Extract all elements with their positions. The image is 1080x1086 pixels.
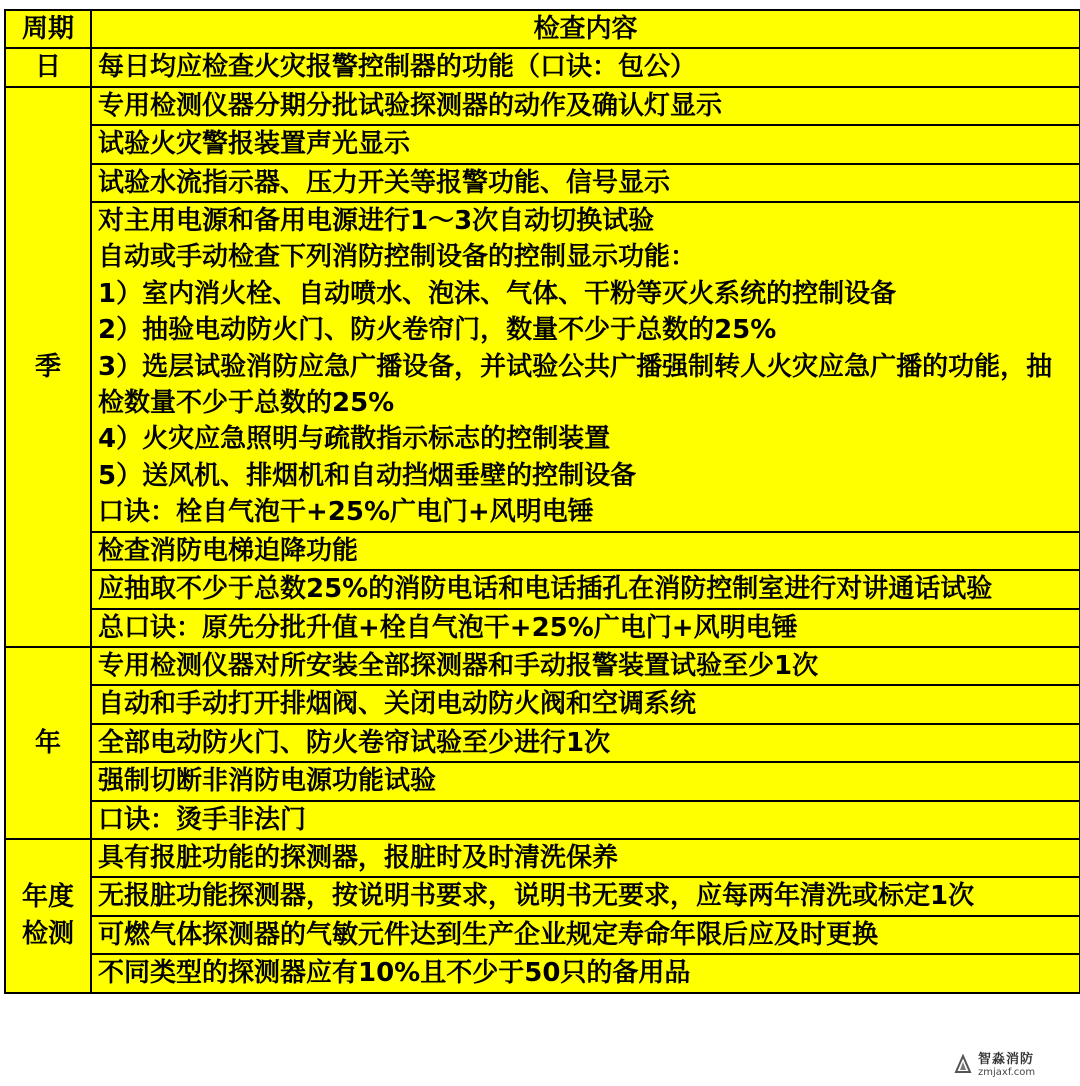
period-header: 周期 xyxy=(5,10,91,48)
content-cell: 不同类型的探测器应有10%且不少于50只的备用品 xyxy=(91,954,1080,992)
content-cell: 试验火灾警报装置声光显示 xyxy=(91,125,1080,163)
table-row xyxy=(5,647,1080,685)
table-row xyxy=(5,954,1080,992)
watermark-url: zmjaxf.com xyxy=(978,1066,1036,1078)
watermark-name: 智淼消防 xyxy=(978,1051,1035,1067)
period-cell-quarter: 季 xyxy=(5,87,91,647)
period-cell-annual-test: 年度 检测 xyxy=(5,839,91,993)
content-cell: 试验水流指示器、压力开关等报警功能、信号显示 xyxy=(91,164,1080,202)
content-cell: 可燃气体探测器的气敏元件达到生产企业规定寿命年限后应及时更换 xyxy=(91,916,1080,954)
content-cell: 无报脏功能探测器，按说明书要求，说明书无要求，应每两年清洗或标定1次 xyxy=(91,877,1080,915)
content-cell: 专用检测仪器分期分批试验探测器的动作及确认灯显示 xyxy=(91,87,1080,125)
content-cell: 全部电动防火门、防火卷帘试验至少进行1次 xyxy=(91,724,1080,762)
content-cell: 具有报脏功能的探测器，报脏时及时清洗保养 xyxy=(91,839,1080,877)
table-row xyxy=(5,87,1080,125)
period-cell-year: 年 xyxy=(5,647,91,839)
table-row xyxy=(5,202,1080,532)
content-cell: 对主用电源和备用电源进行1～3次自动切换试验 自动或手动检查下列消防控制设备的控制显示功能： 1）室内消火栓、自动喷水、泡沫、气体、干粉等灭火系统的控制设备 2）抽验电动防火门、防火卷帘门，数量不少于总数的25% 3）选层试验消防应急广播设备，并试验公共广播强制转人火灾应急广播的功能，抽检数量不少于总数的25% 4）火灾应急照明与疏散指示标志的控制装置 5）送风机、排烟机和自动挡烟垂壁的控制设备 口诀：栓自气泡干+25%广电门+风明电锤 xyxy=(91,202,1080,532)
content-cell: 口诀：烫手非法门 xyxy=(91,801,1080,839)
table-row xyxy=(5,532,1080,570)
table-row xyxy=(5,570,1080,608)
table-row xyxy=(5,724,1080,762)
content-cell: 总口诀：原先分批升值+栓自气泡干+25%广电门+风明电锤 xyxy=(91,609,1080,647)
table-row xyxy=(5,916,1080,954)
table-row xyxy=(5,685,1080,723)
content-cell: 强制切断非消防电源功能试验 xyxy=(91,762,1080,800)
table-row xyxy=(5,877,1080,915)
header-row xyxy=(5,10,1080,48)
content-cell: 检查消防电梯迫降功能 xyxy=(91,532,1080,570)
table-row xyxy=(5,839,1080,877)
table-row xyxy=(5,164,1080,202)
inspection-schedule-table xyxy=(4,9,1080,994)
content-header: 检查内容 xyxy=(91,10,1080,48)
table-row xyxy=(5,125,1080,163)
table-row xyxy=(5,48,1080,86)
watermark xyxy=(952,1048,1072,1082)
period-cell-day: 日 xyxy=(5,48,91,86)
content-cell: 每日均应检查火灾报警控制器的功能（口诀：包公） xyxy=(91,48,1080,86)
table-row xyxy=(5,801,1080,839)
flame-logo-icon xyxy=(952,1054,974,1076)
content-cell: 自动和手动打开排烟阀、关闭电动防火阀和空调系统 xyxy=(91,685,1080,723)
content-cell: 专用检测仪器对所安装全部探测器和手动报警装置试验至少1次 xyxy=(91,647,1080,685)
table-row xyxy=(5,762,1080,800)
table-row xyxy=(5,609,1080,647)
content-cell: 应抽取不少于总数25%的消防电话和电话插孔在消防控制室进行对讲通话试验 xyxy=(91,570,1080,608)
